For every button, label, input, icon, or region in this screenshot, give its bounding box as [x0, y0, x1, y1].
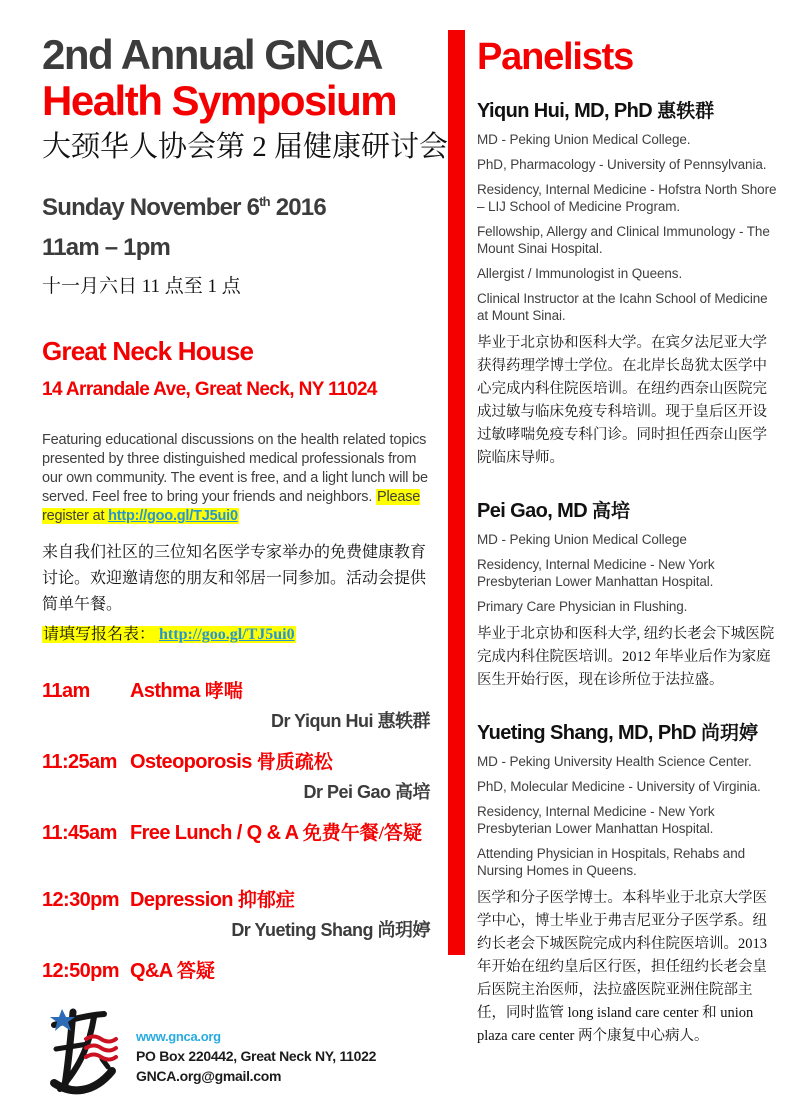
panelist-name-cn: 高培	[592, 501, 631, 522]
event-date	[42, 194, 438, 222]
schedule-topic-cn: 免费午餐/答疑	[302, 823, 422, 844]
schedule-topic-en: Free Lunch / Q & A	[130, 822, 303, 844]
schedule	[42, 676, 438, 983]
schedule-topic-en: Asthma	[130, 680, 205, 702]
register-line-chinese	[42, 622, 438, 648]
panelist-name-en: Yiqun Hui, MD, PhD	[477, 100, 658, 122]
schedule-topic-cn: 抑郁症	[237, 890, 295, 911]
schedule-topic	[130, 885, 438, 912]
footer-text	[136, 1003, 376, 1084]
schedule-topic-cn: 答疑	[176, 961, 215, 982]
gnca-logo	[42, 1003, 122, 1099]
title-line-1: 2nd Annual GNCA	[42, 31, 382, 78]
schedule-row-main	[42, 676, 438, 703]
bio-line: Allergist / Immunologist in Queens.	[477, 266, 683, 281]
bio-line: Primary Care Physician in Flushing.	[477, 599, 688, 614]
register-link-chinese[interactable]: http://goo.gl/TJ5ui0	[159, 626, 295, 643]
bio-line: Residency, Internal Medicine - New York Presbyterian Lower Manhattan Hospital.	[477, 557, 715, 589]
bio-line: PhD, Molecular Medicine - University of Virginia.	[477, 779, 761, 794]
venue-name: Great Neck House	[42, 336, 254, 366]
schedule-row	[42, 747, 438, 804]
event-year: 2016	[269, 194, 326, 221]
title-line-2: Health Symposium	[42, 77, 397, 124]
register-link[interactable]: http://goo.gl/TJ5ui0	[108, 508, 238, 524]
schedule-topic-en: Depression	[130, 889, 238, 911]
panelist-section	[477, 718, 777, 1048]
right-column	[477, 36, 777, 1074]
date-ordinal-superscript: th	[259, 194, 270, 209]
schedule-topic	[130, 956, 438, 983]
schedule-row	[42, 676, 438, 733]
panelist-name	[477, 96, 777, 123]
event-date-text: Sunday November 6	[42, 194, 260, 221]
schedule-topic	[130, 818, 438, 845]
po-box: PO Box 220442, Great Neck NY, 11022	[136, 1048, 377, 1064]
bio-chinese: 医学和分子医学博士。本科毕业于北京大学医学中心，博士毕业于弗吉尼亚分子医学系。纽约长老会下城医院完成内科住院医培训。2013 年开始在纽约皇后区行医，担任纽约长老会皇后医院主治医师，法拉盛医院亚洲住院部主任，同时监管 long island care center 和 union plaza care center 两个康复中心病人。	[477, 890, 767, 1044]
schedule-row-main	[42, 885, 438, 912]
description-paragraph	[42, 431, 438, 526]
schedule-time: 12:50pm	[42, 960, 119, 982]
description-text: Featuring educational discussions on the health related topics presented by three distinguished medical professionals from our own community. The event is free, and a light lunch will be served. Feel free to bring your friends and neighbors.	[42, 432, 428, 505]
panelist-section	[477, 496, 777, 692]
bio-chinese: 毕业于北京协和医科大学。在宾夕法尼亚大学获得药理学博士学位。在北岸长岛犹太医学中心完成内科住院医培训。在纽约西奈山医院完成过敏与临床免疫专科培训。现于皇后区开设过敏哮喘免疫专科门诊。同时担任西奈山医学院临床导师。	[477, 335, 767, 466]
schedule-row-main	[42, 956, 438, 983]
panelist-name	[477, 496, 777, 523]
venue-address: 14 Arrandale Ave, Great Neck, NY 11024	[42, 379, 377, 400]
schedule-topic-en: Q&A	[130, 960, 177, 982]
schedule-row	[42, 885, 438, 942]
website-link[interactable]: www.gnca.org	[136, 1029, 221, 1044]
panelist-name	[477, 718, 777, 745]
schedule-speaker: Dr Pei Gao 高培	[303, 782, 430, 802]
schedule-row	[42, 956, 438, 983]
schedule-topic-cn: 骨质疏松	[256, 752, 333, 773]
red-divider-bar	[448, 30, 465, 955]
schedule-speaker: Dr Yueting Shang 尚玥婷	[231, 920, 430, 940]
schedule-topic	[130, 676, 438, 703]
bio-chinese: 毕业于北京协和医科大学, 纽约长老会下城医院完成内科住院医培训。2012 年毕业后作为家庭医生开始行医，现在诊所位于法拉盛。	[477, 626, 775, 688]
panelist-name-en: Yueting Shang, MD, PhD	[477, 722, 701, 744]
schedule-speaker: Dr Yiqun Hui 惠轶群	[270, 711, 430, 731]
bio-line: Fellowship, Allergy and Clinical Immunology - The Mount Sinai Hospital.	[477, 224, 770, 256]
bio-line: MD - Peking Union Medical College.	[477, 132, 691, 147]
schedule-topic-cn: 哮喘	[204, 681, 243, 702]
schedule-row-spacer	[42, 845, 438, 875]
panelist-name-cn: 惠轶群	[657, 101, 715, 122]
schedule-row-main	[42, 818, 438, 845]
schedule-time: 11:45am	[42, 822, 117, 844]
bio-line: Residency, Internal Medicine - New York Presbyterian Lower Manhattan Hospital.	[477, 804, 715, 836]
bio-line: PhD, Pharmacology - University of Pennsylvania.	[477, 157, 767, 172]
footer	[42, 1003, 438, 1099]
bio-line: Residency, Internal Medicine - Hofstra North Shore – LIJ School of Medicine Program.	[477, 182, 777, 214]
register-label: Please register at	[42, 489, 421, 524]
register-label-chinese: 请填写报名表：	[43, 626, 160, 643]
description-chinese: 来自我们社区的三位知名医学专家举办的免费健康教育讨论。欢迎邀请您的朋友和邻居一同参加。活动会提供简单午餐。	[42, 544, 427, 613]
bio-line: Attending Physician in Hospitals, Rehabs and Nursing Homes in Queens.	[477, 846, 746, 878]
schedule-time: 11am	[42, 680, 90, 702]
schedule-row	[42, 818, 438, 875]
schedule-time: 12:30pm	[42, 889, 119, 911]
bio-line: MD - Peking Union Medical College	[477, 532, 687, 547]
email-address: GNCA.org@gmail.com	[136, 1068, 282, 1084]
register-highlight-chinese	[42, 626, 296, 643]
bio-line: Clinical Instructor at the Icahn School of Medicine at Mount Sinai.	[477, 291, 768, 323]
schedule-time: 11:25am	[42, 751, 117, 773]
panelist-name-cn: 尚玥婷	[700, 723, 758, 744]
left-column	[42, 31, 449, 1099]
schedule-row-main	[42, 747, 438, 774]
panelists-heading: Panelists	[477, 36, 634, 78]
title-chinese: 大颈华人协会第 2 届健康研讨会	[42, 131, 449, 163]
event-datetime-chinese: 十一月六日 11 点至 1 点	[42, 276, 241, 297]
panelist-section	[477, 96, 777, 470]
bio-line: MD - Peking University Health Science Center.	[477, 754, 752, 769]
panelist-name-en: Pei Gao, MD	[477, 500, 593, 522]
event-time: 11am – 1pm	[42, 234, 171, 261]
schedule-topic	[130, 747, 438, 774]
schedule-topic-en: Osteoporosis	[130, 751, 257, 773]
